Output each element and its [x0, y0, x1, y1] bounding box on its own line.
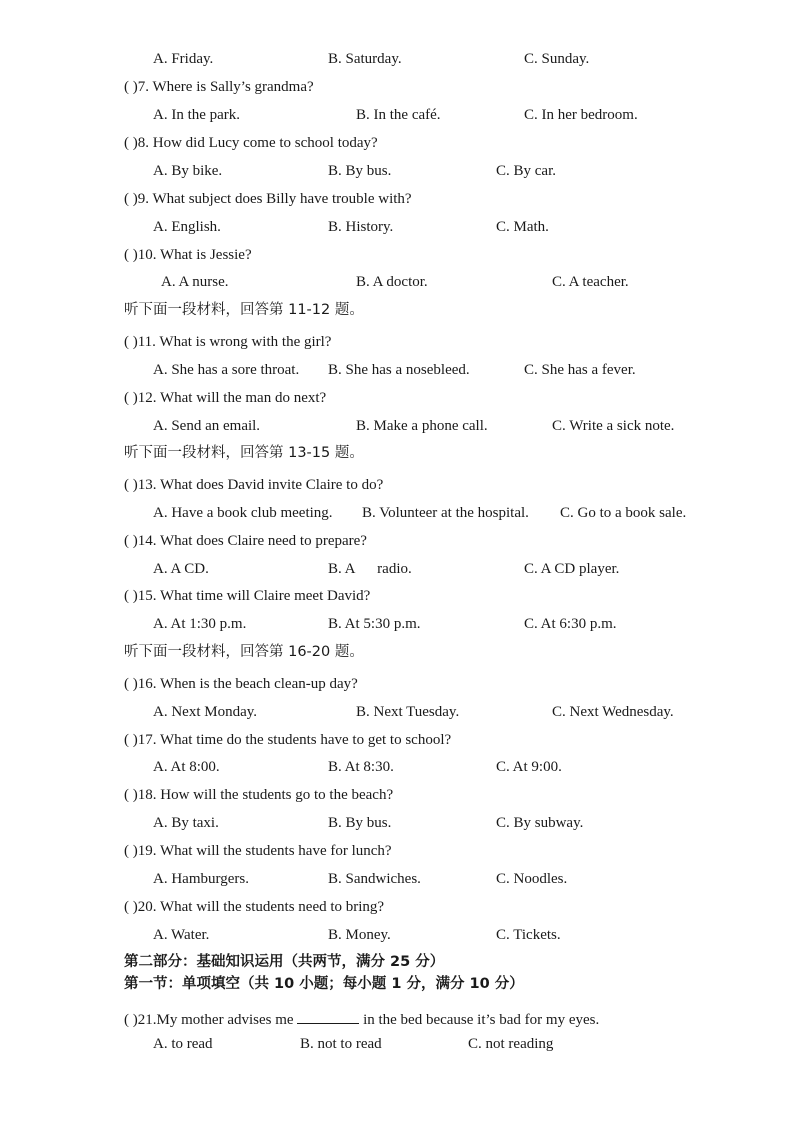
q20-option-c: C. Tickets. [496, 927, 561, 943]
q19-option-b: B. Sandwiches. [328, 871, 421, 887]
section-heading-16-20: 听下面一段材料，回答第 16-20 题。 [124, 644, 364, 660]
question-11: ( )11. What is wrong with the girl? [124, 334, 332, 350]
question-15: ( )15. What time will Claire meet David? [124, 588, 371, 604]
q10-option-c: C. A teacher. [552, 274, 629, 290]
question-17: ( )17. What time do the students have to get to school? [124, 732, 452, 748]
q18-option-b: B. By bus. [328, 815, 392, 831]
q9-option-c: C. Math. [496, 219, 549, 235]
q11-option-b: B. She has a nosebleed. [328, 362, 470, 378]
question-13: ( )13. What does David invite Claire to do? [124, 477, 384, 493]
question-21-text-after: in the bed because it’s bad for my eyes. [363, 1012, 600, 1028]
question-8: ( )8. How did Lucy come to school today? [124, 135, 378, 151]
q21-option-c: C. not reading [468, 1036, 554, 1052]
q17-option-a: A. At 8:00. [153, 759, 220, 775]
part2-section1-title: 第一节：单项填空（共 10 小题；每小题 1 分，满分 10 分） [124, 976, 524, 992]
question-18: ( )18. How will the students go to the beach? [124, 787, 394, 803]
q19-option-c: C. Noodles. [496, 871, 568, 887]
q8-option-a: A. By bike. [153, 163, 223, 179]
q20-option-a: A. Water. [153, 927, 210, 943]
q17-option-c: C. At 9:00. [496, 759, 562, 775]
q6-option-c: C. Sunday. [524, 51, 590, 67]
q10-option-a: A. A nurse. [161, 274, 229, 290]
q21-option-a: A. to read [153, 1036, 213, 1052]
q15-option-a: A. At 1:30 p.m. [153, 616, 247, 632]
q16-option-c: C. Next Wednesday. [552, 704, 674, 720]
section-heading-11-12: 听下面一段材料，回答第 11-12 题。 [124, 302, 364, 318]
question-14: ( )14. What does Claire need to prepare? [124, 533, 367, 549]
q7-option-a: A. In the park. [153, 107, 241, 123]
q6-option-b: B. Saturday. [328, 51, 402, 67]
part2-title: 第二部分：基础知识运用（共两节，满分 25 分） [124, 954, 445, 970]
q11-option-a: A. She has a sore throat. [153, 362, 300, 378]
question-20: ( )20. What will the students need to bring? [124, 899, 385, 915]
answer-blank [297, 1011, 359, 1024]
question-12: ( )12. What will the man do next? [124, 390, 327, 406]
q12-option-a: A. Send an email. [153, 418, 261, 434]
q14-option-c: C. A CD player. [524, 561, 620, 577]
q18-option-c: C. By subway. [496, 815, 584, 831]
q15-option-b: B. At 5:30 p.m. [328, 616, 421, 632]
q16-option-b: B. Next Tuesday. [356, 704, 460, 720]
question-16: ( )16. When is the beach clean-up day? [124, 676, 358, 692]
question-7: ( )7. Where is Sally’s grandma? [124, 79, 314, 95]
q19-option-a: A. Hamburgers. [153, 871, 249, 887]
q17-option-b: B. At 8:30. [328, 759, 394, 775]
q14-option-a: A. A CD. [153, 561, 209, 577]
q20-option-b: B. Money. [328, 927, 391, 943]
q13-option-c: C. Go to a book sale. [560, 505, 687, 521]
q8-option-c: C. By car. [496, 163, 556, 179]
q13-option-a: A. Have a book club meeting. [153, 505, 333, 521]
q12-option-c: C. Write a sick note. [552, 418, 675, 434]
q6-option-a: A. Friday. [153, 51, 214, 67]
q11-option-c: C. She has a fever. [524, 362, 636, 378]
question-21 [124, 1011, 599, 1029]
q10-option-b: B. A doctor. [356, 274, 428, 290]
q21-option-b: B. not to read [300, 1036, 382, 1052]
q18-option-a: A. By taxi. [153, 815, 219, 831]
q16-option-a: A. Next Monday. [153, 704, 258, 720]
section-heading-13-15: 听下面一段材料，回答第 13-15 题。 [124, 445, 364, 461]
q9-option-a: A. English. [153, 219, 221, 235]
q14-option-b: B. A radio. [328, 561, 412, 577]
question-10: ( )10. What is Jessie? [124, 247, 252, 263]
q12-option-b: B. Make a phone call. [356, 418, 488, 434]
q7-option-c: C. In her bedroom. [524, 107, 638, 123]
question-19: ( )19. What will the students have for lunch? [124, 843, 392, 859]
q15-option-c: C. At 6:30 p.m. [524, 616, 617, 632]
q9-option-b: B. History. [328, 219, 394, 235]
q7-option-b: B. In the café. [356, 107, 441, 123]
q13-option-b: B. Volunteer at the hospital. [362, 505, 529, 521]
q8-option-b: B. By bus. [328, 163, 392, 179]
question-9: ( )9. What subject does Billy have trouble with? [124, 191, 412, 207]
question-21-text-before: ( )21.My mother advises me [124, 1012, 294, 1028]
